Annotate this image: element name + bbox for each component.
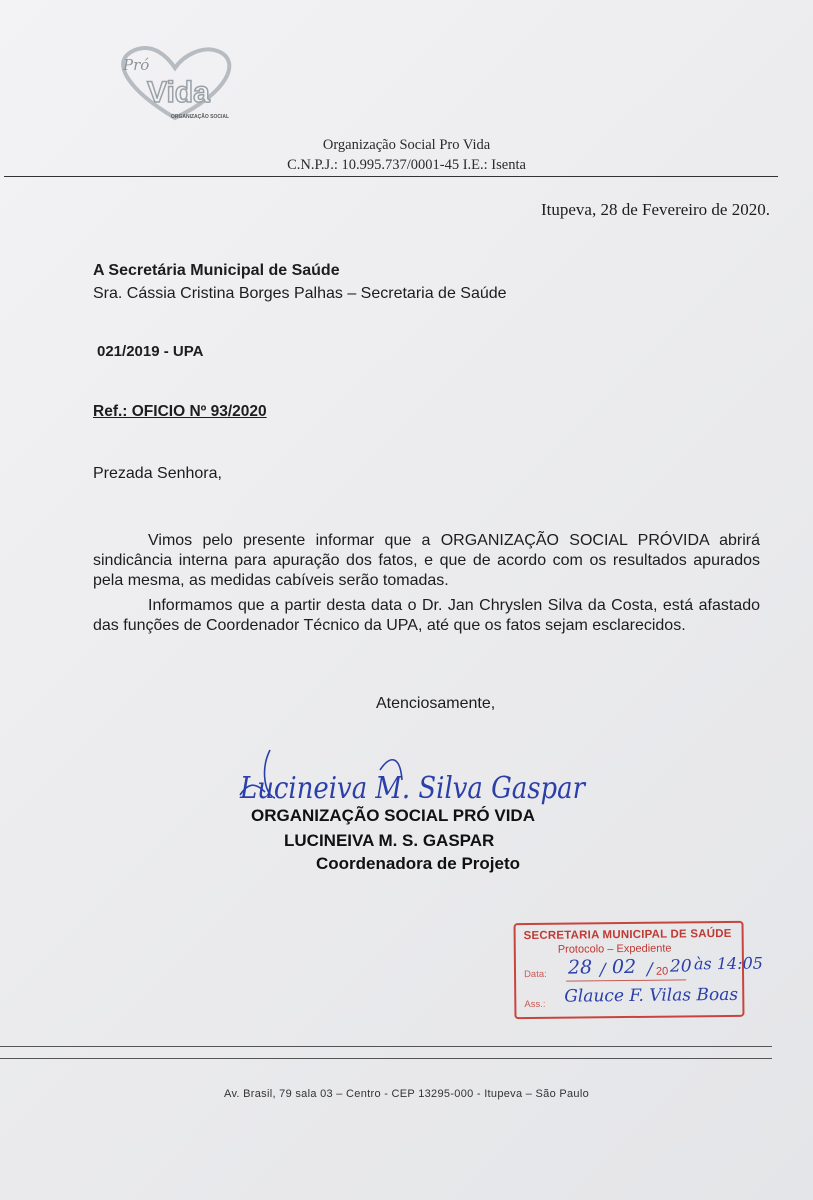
footer-address: Av. Brasil, 79 sala 03 – Centro - CEP 13295-000 - Itupeva – São Paulo bbox=[224, 1088, 589, 1100]
closing: Atenciosamente, bbox=[376, 695, 496, 712]
protocol-stamp: SECRETARIA MUNICIPAL DE SAÚDE Protocolo – Expediente Data: 28 / 02 / 20 20 às 14:05 Ass.: Glauce F. Vilas Boas bbox=[514, 921, 745, 1019]
addressee-title: A Secretária Municipal de Saúde bbox=[93, 262, 340, 279]
body-paragraph-2: Informamos que a partir desta data o Dr. Jan Chryslen Silva da Costa, está afastado das funções de Coordenador Técnico da UPA, até que os fatos sejam esclarecidos. bbox=[93, 597, 760, 634]
stamp-title: SECRETARIA MUNICIPAL DE SAÚDE bbox=[523, 927, 732, 943]
logo-word-pro: Pró bbox=[123, 56, 150, 74]
stamp-ass-label: Ass.: bbox=[524, 998, 546, 1011]
cnpj-line: C.N.P.J.: 10.995.737/0001-45 I.E.: Isenta bbox=[287, 157, 526, 173]
header-divider bbox=[4, 176, 778, 177]
signature-name: LUCINEIVA M. S. GASPAR bbox=[284, 831, 495, 850]
stamp-ass-signature: Glauce F. Vilas Boas bbox=[564, 984, 739, 1007]
logo-word-vida: Vida bbox=[147, 76, 210, 109]
footer-rule-top bbox=[0, 1046, 772, 1047]
process-number: 021/2019 - UPA bbox=[97, 343, 204, 360]
stamp-month: 02 bbox=[611, 955, 637, 979]
signature-role: Coordenadora de Projeto bbox=[316, 854, 521, 873]
stamp-day: 28 bbox=[567, 956, 593, 979]
logo-tagline: ORGANIZAÇÃO SOCIAL bbox=[171, 114, 230, 120]
stamp-year-suffix: 20 bbox=[669, 956, 692, 977]
reference-line: Ref.: OFICIO Nº 93/2020 bbox=[93, 403, 267, 420]
body-paragraph-1: Vimos pelo presente informar que a ORGANIZAÇÃO SOCIAL PRÓVIDA abrirá sindicância interna para apuração dos fatos, e que de acordo com os resultados apurados pela mesma, as medidas cabíveis serão tomadas. bbox=[93, 532, 760, 589]
stamp-year-prefix: 20 bbox=[655, 965, 669, 978]
signature-org: ORGANIZAÇÃO SOCIAL PRÓ VIDA bbox=[251, 806, 535, 825]
greeting: Prezada Senhora, bbox=[93, 465, 222, 482]
stamp-date-label: Data: bbox=[523, 968, 547, 981]
handwritten-signature bbox=[230, 740, 600, 810]
stamp-subtitle: Protocolo – Expediente bbox=[557, 942, 672, 956]
signature-scribble: Lucineiva M. Silva Gaspar bbox=[239, 771, 587, 806]
addressee-name: Sra. Cássia Cristina Borges Palhas – Secretaria de Saúde bbox=[93, 285, 507, 302]
pro-vida-logo bbox=[105, 40, 245, 130]
footer-rule-bottom bbox=[0, 1058, 772, 1059]
letter-date: Itupeva, 28 de Fevereiro de 2020. bbox=[541, 200, 770, 219]
org-name: Organização Social Pro Vida bbox=[322, 137, 491, 153]
stamp-time: às 14:05 bbox=[693, 953, 763, 974]
